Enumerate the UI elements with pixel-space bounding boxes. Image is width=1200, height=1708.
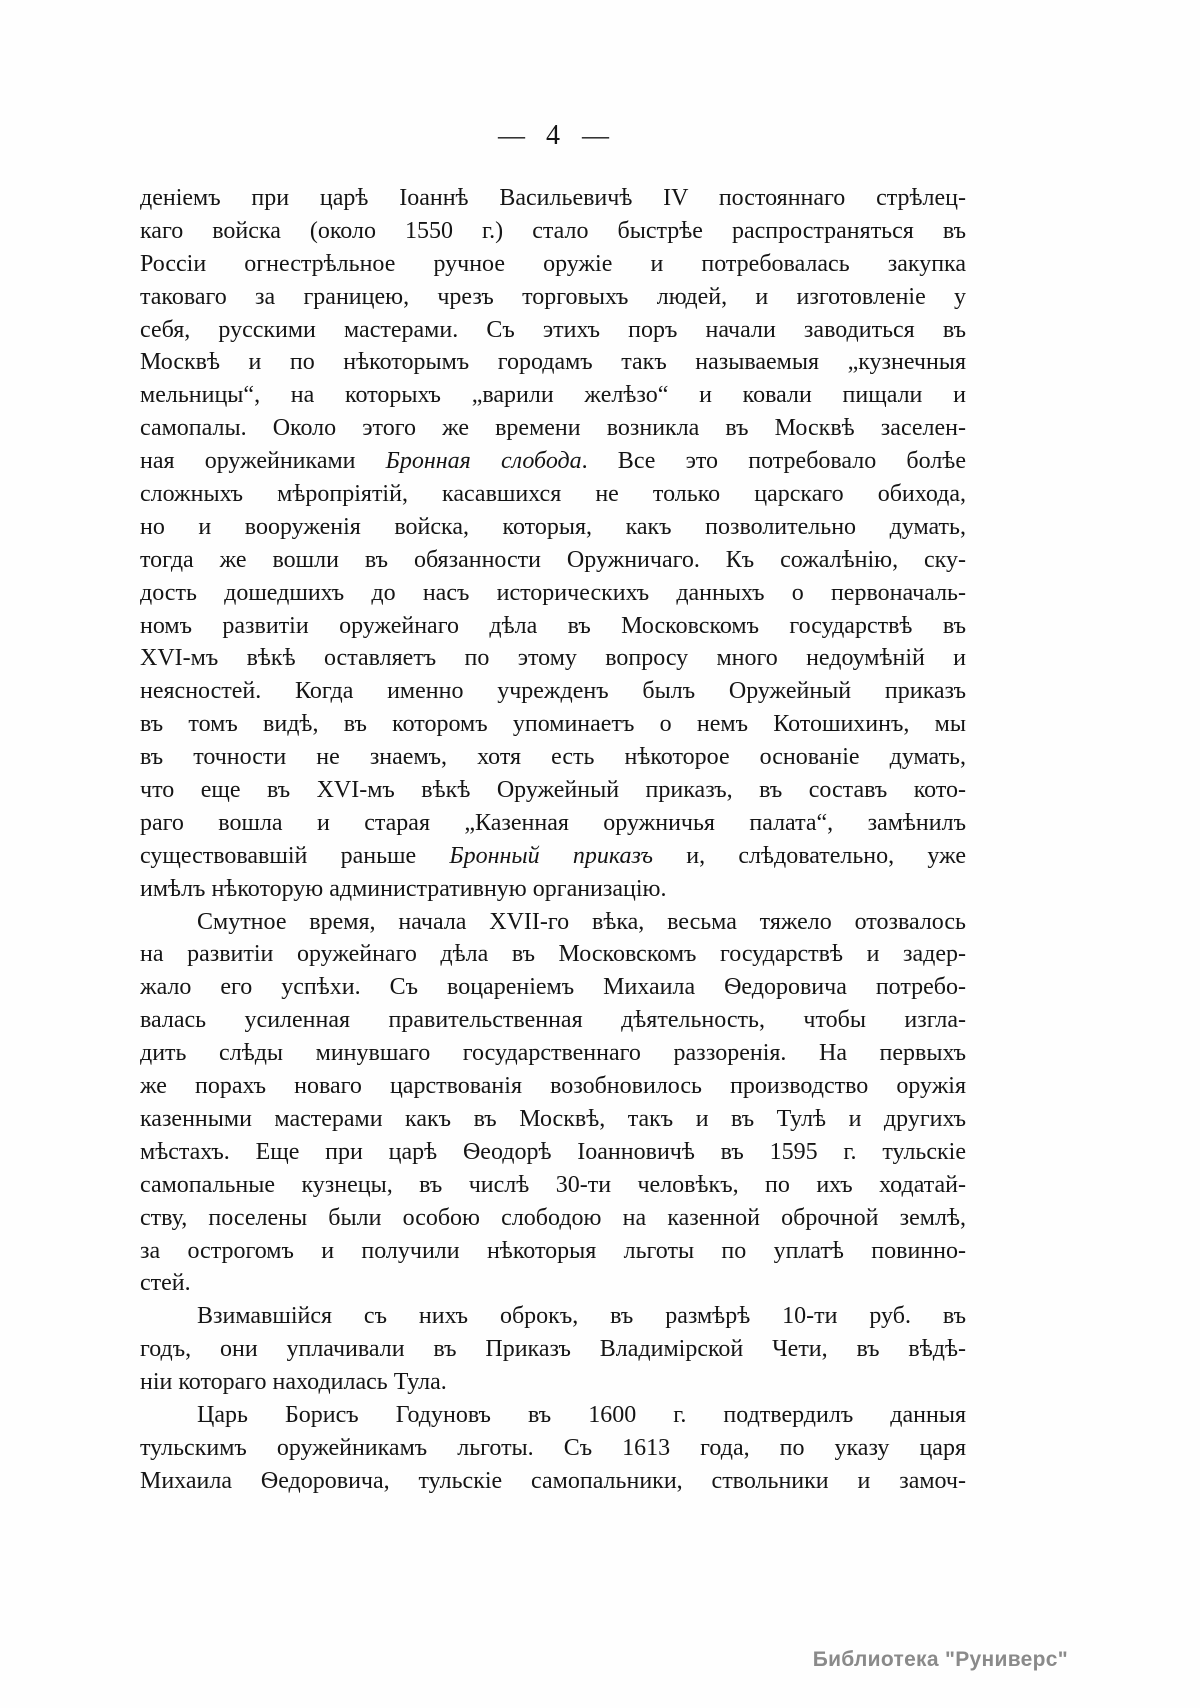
text-run: раго вошла и старая „Казенная оружничья палата“, замѣнилъ bbox=[140, 809, 966, 836]
text-run: въ томъ видѣ, въ которомъ упоминаетъ о немъ Котошихинъ, мы bbox=[140, 711, 966, 738]
text-line bbox=[140, 1037, 966, 1070]
text-line bbox=[140, 610, 966, 643]
text-line bbox=[140, 840, 966, 873]
text-line bbox=[140, 511, 966, 544]
page-number: 4 bbox=[546, 120, 560, 151]
text-line bbox=[140, 873, 966, 906]
text-line bbox=[140, 1070, 966, 1103]
text-line bbox=[140, 741, 966, 774]
text-run: ніи котораго находилась Тула. bbox=[140, 1369, 447, 1396]
text-run: имѣлъ нѣкоторую административную организацію. bbox=[140, 875, 667, 902]
text-line bbox=[140, 314, 966, 347]
page-header bbox=[140, 118, 966, 153]
text-line bbox=[140, 906, 966, 939]
text-line bbox=[140, 807, 966, 840]
text-line bbox=[140, 675, 966, 708]
text-run: Москвѣ и по нѣкоторымъ городамъ такъ называемыя „кузнечныя bbox=[140, 349, 966, 376]
text-run: за острогомъ и получили нѣкоторыя льготы по уплатѣ повинно- bbox=[140, 1237, 966, 1264]
text-line bbox=[140, 215, 966, 248]
text-line bbox=[140, 1004, 966, 1037]
italic-term: Бронная слобода bbox=[385, 448, 582, 475]
text-line bbox=[140, 379, 966, 412]
text-run: что еще въ XVI-мъ вѣкѣ Оружейный приказъ, въ составъ кото- bbox=[140, 777, 966, 804]
text-run: мѣстахъ. Еще при царѣ Ѳеодорѣ Іоанновичѣ въ 1595 г. тульскіе bbox=[140, 1138, 966, 1165]
text-line bbox=[140, 1432, 966, 1465]
text-run: номъ развитіи оружейнаго дѣла въ Московскомъ государствѣ въ bbox=[140, 612, 966, 639]
text-run: каго войска (около 1550 г.) стало быстрѣе распространяться въ bbox=[140, 217, 966, 244]
text-run: неясностей. Когда именно учрежденъ былъ Оружейный приказъ bbox=[140, 678, 966, 705]
text-run: жало его успѣхи. Съ воцареніемъ Михаила Ѳедоровича потребо- bbox=[140, 974, 966, 1001]
text-line bbox=[140, 971, 966, 1004]
text-run: и, слѣдовательно, уже bbox=[653, 842, 966, 869]
header-dash-right: — bbox=[582, 120, 608, 150]
text-run: существовавшій раньше bbox=[140, 842, 450, 869]
text-run: Царь Борисъ Годуновъ въ 1600 г. подтвердилъ данныя bbox=[197, 1401, 966, 1428]
text-run: но и вооруженія войска, которыя, какъ позволительно думать, bbox=[140, 513, 966, 540]
text-run: тогда же вошли въ обязанности Оружничаго. Къ сожалѣнію, ску- bbox=[140, 546, 966, 573]
text-run: . Все это потребовало болѣе bbox=[581, 448, 966, 475]
text-run: валась усиленная правительственная дѣятельность, чтобы изгла- bbox=[140, 1007, 966, 1034]
text-line bbox=[140, 577, 966, 610]
italic-term: Бронный приказъ bbox=[449, 842, 654, 869]
text-line bbox=[140, 774, 966, 807]
text-run: XVI-мъ вѣкѣ оставляетъ по этому вопросу много недоумѣній и bbox=[140, 645, 966, 672]
watermark: Библиотека "Руниверс" bbox=[812, 1648, 1068, 1671]
text-line bbox=[140, 1202, 966, 1235]
text-line bbox=[140, 445, 966, 478]
text-line bbox=[140, 1300, 966, 1333]
text-run: Михаила Ѳедоровича, тульскіе самопальники, ствольники и замоч- bbox=[140, 1467, 966, 1494]
text-run: мельницы“, на которыхъ „варили желѣзо“ и ковали пищали и bbox=[140, 382, 966, 409]
text-run: дость дошедшихъ до насъ историческихъ данныхъ о первоначаль- bbox=[140, 579, 966, 606]
text-run: себя, русскими мастерами. Съ этихъ поръ начали заводиться въ bbox=[140, 316, 966, 343]
text-run: самопалы. Около этого же времени возникла въ Москвѣ заселен- bbox=[140, 415, 966, 442]
text-run: самопальные кузнецы, въ числѣ 30-ти человѣкъ, по ихъ ходатай- bbox=[140, 1171, 966, 1198]
text-line bbox=[140, 642, 966, 675]
text-run: деніемъ при царѣ Іоаннѣ Васильевичѣ IV постояннаго стрѣлец- bbox=[140, 185, 966, 211]
text-run: Россіи огнестрѣльное ручное оружіе и потребовалась закупка bbox=[140, 250, 966, 277]
header-dash-left: — bbox=[498, 120, 524, 150]
text-line bbox=[140, 281, 966, 314]
text-line bbox=[140, 1399, 966, 1432]
text-run: казенными мастерами какъ въ Москвѣ, такъ и въ Тулѣ и другихъ bbox=[140, 1105, 966, 1132]
text-run: же порахъ новаго царствованія возобновилось производство оружія bbox=[140, 1073, 966, 1100]
text-run: ству, поселены были особою слободою на казенной оброчной землѣ, bbox=[140, 1204, 966, 1231]
text-line bbox=[140, 1267, 966, 1300]
text-run: на развитіи оружейнаго дѣла въ Московскомъ государствѣ и задер- bbox=[140, 941, 966, 968]
text-line bbox=[140, 182, 966, 215]
text-column bbox=[140, 182, 966, 1498]
text-line bbox=[140, 1465, 966, 1498]
text-run: тульскимъ оружейникамъ льготы. Съ 1613 года, по указу царя bbox=[140, 1434, 966, 1461]
text-line bbox=[140, 478, 966, 511]
text-line bbox=[140, 544, 966, 577]
text-line bbox=[140, 708, 966, 741]
text-run: годъ, они уплачивали въ Приказъ Владимірской Чети, въ вѣдѣ- bbox=[140, 1336, 966, 1363]
text-line bbox=[140, 1333, 966, 1366]
text-line bbox=[140, 1366, 966, 1399]
text-run: ная оружейниками bbox=[140, 448, 386, 475]
text-line bbox=[140, 938, 966, 971]
text-run: стей. bbox=[140, 1270, 191, 1297]
text-run: дить слѣды минувшаго государственнаго раззоренія. На первыхъ bbox=[140, 1040, 966, 1067]
text-line bbox=[140, 1169, 966, 1202]
text-run: въ точности не знаемъ, хотя есть нѣкоторое основаніе думать, bbox=[140, 744, 966, 771]
text-line bbox=[140, 1136, 966, 1169]
text-line bbox=[140, 1235, 966, 1268]
text-line bbox=[140, 412, 966, 445]
text-line bbox=[140, 346, 966, 379]
text-run: Смутное время, начала XVII-го вѣка, весьма тяжело отозвалось bbox=[197, 908, 966, 935]
text-line bbox=[140, 248, 966, 281]
text-run: Взимавшійся съ нихъ оброкъ, въ размѣрѣ 10-ти руб. въ bbox=[197, 1303, 966, 1330]
text-run: таковаго за границею, чрезъ торговыхъ людей, и изготовленіе у bbox=[140, 283, 966, 310]
text-run: сложныхъ мѣропріятій, касавшихся не только царскаго обихода, bbox=[140, 481, 966, 508]
text-line bbox=[140, 1103, 966, 1136]
